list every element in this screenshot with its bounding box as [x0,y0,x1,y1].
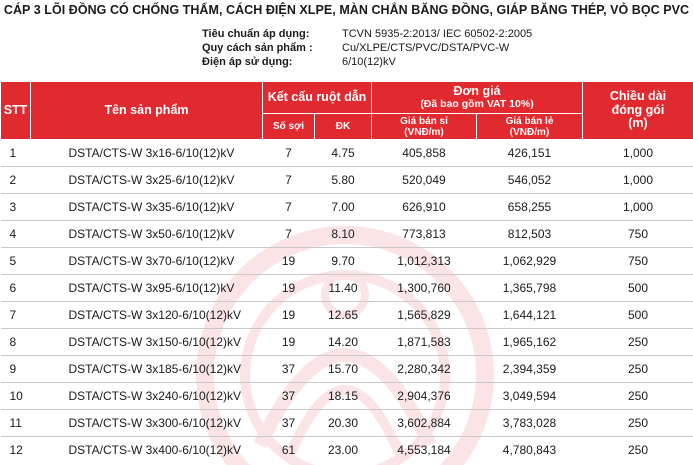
col-header-stt: STT [1,82,31,140]
cell-stt: 2 [1,167,31,194]
page-title: CÁP 3 LÕI ĐỒNG CÓ CHỐNG THẤM, CÁCH ĐIỆN XLPE, MÀN CHẮN BĂNG ĐỒNG, GIÁP BĂNG THÉP, VỎ BỌC PVC [0,3,693,17]
cell-length: 750 [583,221,693,248]
table-row [1,437,693,464]
cell-retail: 426,151 [477,140,583,167]
col-header-wholesale [372,114,477,140]
length-line-3: (m) [583,117,693,131]
cell-name: DSTA/CTS-W 3x25-6/10(12)kV [31,167,263,194]
spec-value: 6/10(12)kV [342,56,396,68]
cell-stt: 5 [1,248,31,275]
cell-stt: 12 [1,437,31,464]
cell-length: 250 [583,437,693,464]
cell-length: 250 [583,383,693,410]
col-header-price [372,82,583,114]
cell-retail: 812,503 [477,221,583,248]
cell-dk: 7.00 [315,194,372,221]
cell-retail: 1,965,162 [477,329,583,356]
cell-wholesale: 626,910 [372,194,477,221]
cell-strands: 37 [263,356,315,383]
cell-wholesale: 1,300,760 [372,275,477,302]
length-line-2: đóng gói [583,104,693,118]
retail-line-2: (VNĐ/m) [477,127,582,138]
col-header-length [583,82,693,140]
spec-label: Điện áp sử dụng: [202,56,292,68]
cell-strands: 61 [263,437,315,464]
table-row [1,302,693,329]
cell-wholesale: 520,049 [372,167,477,194]
length-line-1: Chiều dài [583,90,693,104]
col-header-retail [477,114,583,140]
cell-retail: 3,783,028 [477,410,583,437]
table-row [1,329,693,356]
cell-strands: 19 [263,302,315,329]
cell-stt: 9 [1,356,31,383]
cell-name: DSTA/CTS-W 3x150-6/10(12)kV [31,329,263,356]
cell-strands: 37 [263,410,315,437]
cell-strands: 7 [263,221,315,248]
cell-name: DSTA/CTS-W 3x95-6/10(12)kV [31,275,263,302]
cell-wholesale: 405,858 [372,140,477,167]
cell-name: DSTA/CTS-W 3x120-6/10(12)kV [31,302,263,329]
cell-retail: 546,052 [477,167,583,194]
cell-name: DSTA/CTS-W 3x70-6/10(12)kV [31,248,263,275]
price-table [0,81,693,463]
cell-dk: 11.40 [315,275,372,302]
col-header-strands: Số sợi [263,114,315,140]
cell-length: 750 [583,248,693,275]
table-row [1,383,693,410]
cell-dk: 12.65 [315,302,372,329]
table-row [1,194,693,221]
col-header-dk: ĐK [315,114,372,140]
cell-length: 250 [583,356,693,383]
cell-name: DSTA/CTS-W 3x185-6/10(12)kV [31,356,263,383]
cell-retail: 1,644,121 [477,302,583,329]
cell-dk: 8.10 [315,221,372,248]
cell-retail: 4,780,843 [477,437,583,464]
cell-retail: 658,255 [477,194,583,221]
cell-strands: 7 [263,194,315,221]
spec-value: Cu/XLPE/CTS/PVC/DSTA/PVC-W [342,42,509,54]
cell-stt: 11 [1,410,31,437]
cell-strands: 19 [263,248,315,275]
cell-length: 500 [583,302,693,329]
table-row [1,221,693,248]
cell-retail: 1,062,929 [477,248,583,275]
spec-label: Tiêu chuẩn áp dụng: [202,28,309,40]
cell-dk: 18.15 [315,383,372,410]
cell-strands: 7 [263,167,315,194]
cell-length: 1,000 [583,194,693,221]
cell-wholesale: 3,602,884 [372,410,477,437]
table-row [1,275,693,302]
cell-stt: 3 [1,194,31,221]
cell-length: 1,000 [583,140,693,167]
table-row [1,356,693,383]
table-row [1,140,693,167]
table-row [1,410,693,437]
spec-label: Quy cách sản phẩm : [202,42,313,54]
col-header-name: Tên sản phẩm [31,82,263,140]
cell-dk: 5.80 [315,167,372,194]
price-note: (Đã bao gồm VAT 10%) [372,99,582,111]
wholesale-line-1: Giá bán sỉ [372,116,476,127]
cell-name: DSTA/CTS-W 3x50-6/10(12)kV [31,221,263,248]
cell-stt: 6 [1,275,31,302]
cell-dk: 9.70 [315,248,372,275]
cell-length: 500 [583,275,693,302]
spec-value: TCVN 5935-2:2013/ IEC 60502-2:2005 [342,28,532,40]
cell-strands: 19 [263,275,315,302]
cell-dk: 20.30 [315,410,372,437]
table-row [1,248,693,275]
cell-length: 250 [583,329,693,356]
table-body [1,140,693,464]
price-label: Đơn giá [372,85,582,99]
cell-name: DSTA/CTS-W 3x16-6/10(12)kV [31,140,263,167]
cell-wholesale: 2,904,376 [372,383,477,410]
cell-retail: 3,049,594 [477,383,583,410]
cell-retail: 1,365,798 [477,275,583,302]
cell-strands: 19 [263,329,315,356]
cell-wholesale: 773,813 [372,221,477,248]
cell-stt: 7 [1,302,31,329]
cell-strands: 7 [263,140,315,167]
table-row [1,167,693,194]
cell-strands: 37 [263,383,315,410]
cell-name: DSTA/CTS-W 3x400-6/10(12)kV [31,437,263,464]
cell-wholesale: 1,871,583 [372,329,477,356]
cell-length: 250 [583,410,693,437]
cell-retail: 2,394,359 [477,356,583,383]
cell-wholesale: 2,280,342 [372,356,477,383]
cell-stt: 8 [1,329,31,356]
cell-dk: 15.70 [315,356,372,383]
cell-stt: 4 [1,221,31,248]
wholesale-line-2: (VNĐ/m) [372,127,476,138]
col-header-structure: Kết cấu ruột dẫn [263,82,372,114]
cell-wholesale: 4,553,184 [372,437,477,464]
cell-name: DSTA/CTS-W 3x35-6/10(12)kV [31,194,263,221]
cell-wholesale: 1,012,313 [372,248,477,275]
cell-name: DSTA/CTS-W 3x300-6/10(12)kV [31,410,263,437]
cell-length: 1,000 [583,167,693,194]
cell-dk: 23.00 [315,437,372,464]
retail-line-1: Giá bán lẻ [477,116,582,127]
cell-dk: 14.20 [315,329,372,356]
cell-name: DSTA/CTS-W 3x240-6/10(12)kV [31,383,263,410]
cell-wholesale: 1,565,829 [372,302,477,329]
cell-stt: 1 [1,140,31,167]
cell-stt: 10 [1,383,31,410]
cell-dk: 4.75 [315,140,372,167]
